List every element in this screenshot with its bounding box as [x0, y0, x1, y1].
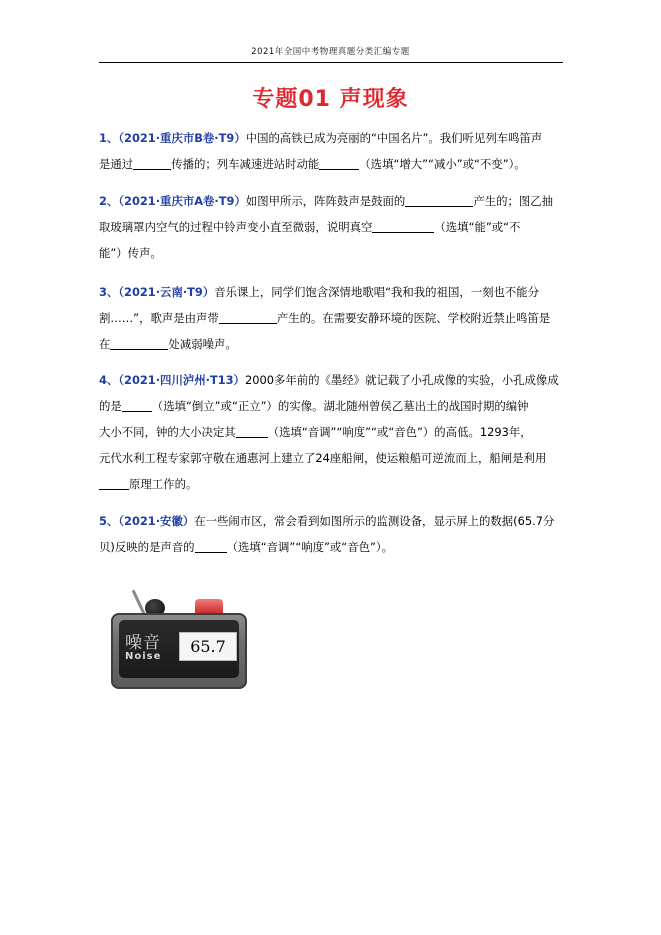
question-text: 大小不同，钟的大小决定其 — [99, 425, 236, 439]
question-line — [99, 331, 565, 357]
question-text: （选填“能”或“不 — [434, 220, 521, 234]
device-label-cn: 噪音 — [125, 633, 161, 653]
answer-blank[interactable] — [99, 477, 129, 490]
question-line — [99, 508, 565, 534]
question-text: 传播的；列车减速进站时动能 — [171, 157, 320, 171]
answer-blank[interactable] — [319, 157, 359, 170]
question-text: 取玻璃罩内空气的过程中铃声变小直至微弱，说明真空 — [99, 220, 373, 234]
header-divider — [99, 62, 563, 63]
question-text: （选填“倒立”或“正立”）的实像。湖北随州曾侯乙墓出土的战国时期的编钟 — [151, 399, 529, 413]
question-line — [99, 445, 565, 471]
question-1 — [99, 125, 565, 177]
question-5 — [99, 508, 565, 560]
question-text: 在一些闹市区，常会看到如图所示的监测设备，显示屏上的数据(65.7分 — [194, 514, 555, 528]
noise-monitor-figure — [111, 583, 247, 691]
answer-blank[interactable] — [372, 220, 434, 233]
question-text: 如图甲所示，阵阵鼓声是鼓面的 — [245, 194, 406, 208]
question-number: 4、 — [99, 373, 119, 387]
question-text: （选填“音调”“响度”“或“音色”）的高低。1293年， — [267, 425, 532, 439]
question-text: 在 — [99, 337, 111, 351]
question-line — [99, 534, 565, 560]
question-number: 5、 — [99, 514, 119, 528]
question-text: 元代水利工程专家郭守敬在通惠河上建立了24座船闸，使运粮船可逆流而上，船闸是利用 — [99, 451, 547, 465]
question-text: 原理工作的。 — [129, 477, 198, 491]
question-line — [99, 367, 565, 393]
question-line — [99, 279, 565, 305]
question-number: 1、 — [99, 131, 119, 145]
question-text: 产生的；图乙抽 — [473, 194, 554, 208]
question-text: 是通过 — [99, 157, 134, 171]
question-text: 割……”，歌声是由声带 — [99, 311, 219, 325]
question-source: （2021·重庆市B卷·T9） — [118, 131, 246, 145]
question-text: 处减弱噪声。 — [168, 337, 237, 351]
device-label-en: Noise — [125, 651, 162, 662]
question-source: （2021·四川泸州·T13） — [118, 373, 245, 387]
device-label — [125, 628, 173, 662]
noise-reading: 65.7 — [179, 632, 237, 661]
answer-blank[interactable] — [110, 337, 168, 350]
device-body — [111, 613, 247, 689]
question-number: 3、 — [99, 285, 119, 299]
question-line — [99, 471, 565, 497]
question-4 — [99, 367, 565, 497]
question-2 — [99, 188, 565, 266]
question-source: （2021·重庆市A卷·T9） — [118, 194, 246, 208]
question-text: （选填“音调”“响度”或“音色”）。 — [226, 540, 393, 554]
question-text: 的是 — [99, 399, 122, 413]
question-source: （2021·云南·T9） — [118, 285, 215, 299]
question-text: 中国的高铁已成为亮丽的“中国名片”。我们听见列车鸣笛声 — [245, 131, 543, 145]
question-text: 能”）传声。 — [99, 246, 162, 260]
question-text: 2000多年前的《墨经》就记载了小孔成像的实验，小孔成像成 — [244, 373, 559, 387]
question-line — [99, 151, 565, 177]
question-line — [99, 305, 565, 331]
question-line — [99, 419, 565, 445]
page-header: 2021年全国中考物理真题分类汇编专题 — [251, 47, 410, 57]
page-title: 专题01 声现象 — [252, 87, 409, 112]
answer-blank[interactable] — [122, 399, 152, 412]
question-line — [99, 125, 565, 151]
question-source: （2021·安徽） — [118, 514, 195, 528]
question-line — [99, 188, 565, 214]
answer-blank[interactable] — [219, 311, 277, 324]
question-3 — [99, 279, 565, 357]
answer-blank[interactable] — [405, 194, 473, 207]
device-panel — [119, 620, 239, 678]
answer-blank[interactable] — [236, 425, 268, 438]
answer-blank[interactable] — [133, 157, 171, 170]
question-number: 2、 — [99, 194, 119, 208]
question-line — [99, 393, 565, 419]
question-text: （选填“增大”“减小”或“不变”）。 — [359, 157, 526, 171]
question-text: 音乐课上，同学们饱含深情地歌唱“我和我的祖国，一刻也不能分 — [214, 285, 540, 299]
question-line — [99, 214, 565, 240]
question-text: 贝)反映的是声音的 — [99, 540, 195, 554]
microphone-stand — [132, 590, 146, 615]
answer-blank[interactable] — [195, 540, 227, 553]
question-line — [99, 240, 565, 266]
question-text: 产生的。在需要安静环境的医院、学校附近禁止鸣笛是 — [276, 311, 551, 325]
